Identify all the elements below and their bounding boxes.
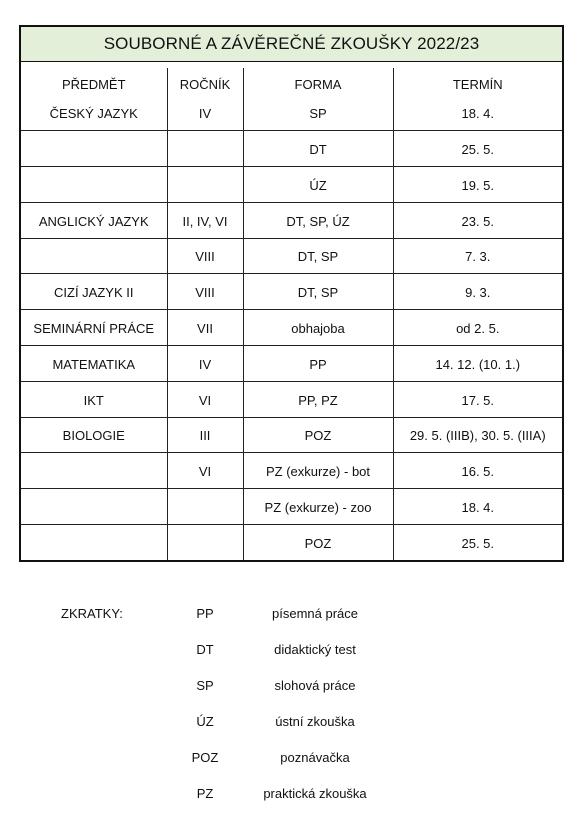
legend-row — [0, 642, 585, 678]
cell-termin: 25. 5. — [461, 536, 495, 552]
cell-rocnik — [167, 525, 243, 561]
cell-forma: DT, SP — [243, 238, 393, 274]
cell-termin: 29. 5. (IIIB), 30. 5. (IIIA) — [409, 428, 546, 444]
cell-predmet: IKT — [21, 381, 167, 417]
cell-termin: 25. 5. — [461, 142, 495, 158]
cell-predmet: SEMINÁRNÍ PRÁCE — [21, 310, 167, 346]
cell-forma: PZ (exkurze) - bot — [243, 453, 393, 489]
table-row — [21, 489, 562, 525]
cell-forma: obhajoba — [243, 310, 393, 346]
cell-rocnik: VI — [167, 381, 243, 417]
table-row — [21, 131, 562, 167]
table-row — [21, 95, 562, 131]
cell-predmet — [21, 453, 167, 489]
cell-forma: PZ (exkurze) - zoo — [243, 489, 393, 525]
cell-rocnik — [167, 167, 243, 203]
table-row — [21, 381, 562, 417]
header-row — [21, 68, 562, 95]
table-row — [21, 417, 562, 453]
table-row — [21, 167, 562, 203]
cell-predmet — [21, 489, 167, 525]
cell-termin: 19. 5. — [461, 177, 495, 193]
cell-rocnik — [167, 131, 243, 167]
cell-predmet: ANGLICKÝ JAZYK — [21, 202, 167, 238]
legend-abbr: ÚZ — [196, 714, 214, 729]
cell-rocnik: IV — [167, 95, 243, 131]
cell-predmet: ČESKÝ JAZYK — [21, 95, 167, 131]
cell-rocnik: II, IV, VI — [167, 202, 243, 238]
cell-forma: ÚZ — [243, 167, 393, 203]
cell-termin: 17. 5. — [461, 392, 495, 408]
cell-rocnik: IV — [167, 346, 243, 382]
cell-forma: POZ — [243, 417, 393, 453]
cell-predmet — [21, 131, 167, 167]
cell-forma: PP — [243, 346, 393, 382]
legend-abbr: PZ — [196, 786, 214, 801]
cell-predmet: MATEMATIKA — [21, 346, 167, 382]
cell-rocnik — [167, 489, 243, 525]
legend-desc: písemná práce — [272, 606, 358, 621]
table-row — [21, 310, 562, 346]
cell-forma: DT — [243, 131, 393, 167]
table-title: SOUBORNÉ A ZÁVĚREČNÉ ZKOUŠKY 2022/23 — [21, 27, 562, 62]
table-row — [21, 274, 562, 310]
cell-rocnik: VII — [167, 310, 243, 346]
cell-termin: 7. 3. — [465, 249, 491, 265]
header-forma: FORMA — [243, 68, 393, 95]
legend-row — [0, 786, 585, 822]
legend-desc: praktická zkouška — [263, 786, 367, 801]
cell-rocnik: VIII — [167, 238, 243, 274]
schedule-grid — [21, 68, 562, 560]
cell-rocnik: VIII — [167, 274, 243, 310]
legend-row — [0, 678, 585, 714]
legend-abbr: DT — [196, 642, 214, 657]
cell-termin: od 2. 5. — [456, 321, 500, 337]
legend-label: ZKRATKY: — [61, 606, 123, 621]
cell-termin: 14. 12. (10. 1.) — [435, 356, 521, 372]
cell-predmet — [21, 167, 167, 203]
cell-rocnik: III — [167, 417, 243, 453]
cell-termin: 18. 4. — [461, 106, 495, 122]
cell-predmet: CIZÍ JAZYK II — [21, 274, 167, 310]
header-termin: TERMÍN — [452, 77, 503, 92]
table-row — [21, 202, 562, 238]
header-rocnik: ROČNÍK — [167, 68, 243, 95]
cell-termin: 9. 3. — [465, 285, 491, 301]
cell-forma: PP, PZ — [243, 381, 393, 417]
cell-termin: 16. 5. — [461, 464, 495, 480]
legend-desc: didaktický test — [274, 642, 356, 657]
legend-desc: slohová práce — [274, 678, 356, 693]
legend-abbr: POZ — [191, 750, 219, 765]
cell-termin: 18. 4. — [461, 500, 495, 516]
cell-forma: POZ — [243, 525, 393, 561]
legend-row — [0, 750, 585, 786]
legend-abbr: SP — [196, 678, 214, 693]
cell-termin: 23. 5. — [461, 213, 495, 229]
legend-desc: ústní zkouška — [275, 714, 355, 729]
legend-desc: poznávačka — [280, 750, 350, 765]
table-row — [21, 238, 562, 274]
cell-forma: SP — [243, 95, 393, 131]
header-predmet: PŘEDMĚT — [21, 68, 167, 95]
table-row — [21, 453, 562, 489]
cell-predmet — [21, 238, 167, 274]
cell-predmet — [21, 525, 167, 561]
abbreviations-legend — [0, 606, 585, 822]
table-row — [21, 346, 562, 382]
legend-abbr: PP — [196, 606, 214, 621]
legend-row — [0, 606, 585, 642]
cell-forma: DT, SP, ÚZ — [243, 202, 393, 238]
table-row — [21, 525, 562, 561]
cell-forma: DT, SP — [243, 274, 393, 310]
exam-schedule-table — [19, 25, 564, 562]
cell-rocnik: VI — [167, 453, 243, 489]
legend-row — [0, 714, 585, 750]
cell-predmet: BIOLOGIE — [21, 417, 167, 453]
